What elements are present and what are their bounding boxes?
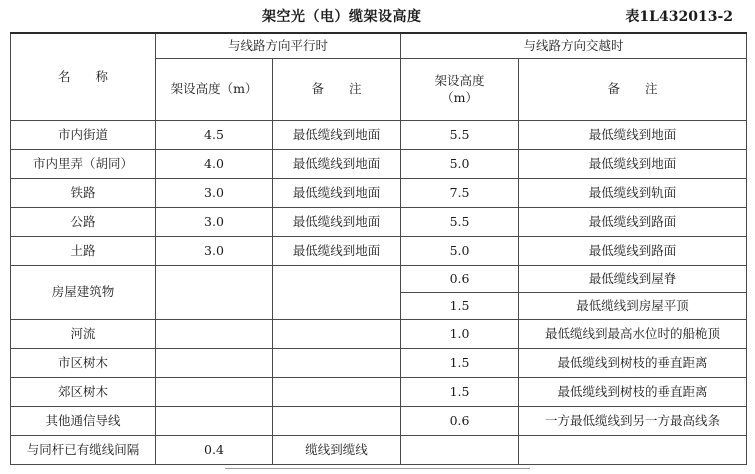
- parallel-height: [156, 349, 273, 378]
- parallel-height: 4.5: [156, 121, 273, 150]
- row-name: 市内街道: [11, 121, 156, 150]
- crossing-height: 1.0: [401, 320, 519, 349]
- table-row: [11, 378, 747, 407]
- crossing-remark: 最低缆线到屋脊: [519, 266, 747, 293]
- row-name: 河流: [11, 320, 156, 349]
- header-height-crossing: [401, 59, 519, 121]
- crossing-remark: [519, 436, 747, 465]
- parallel-remark: 最低缆线到地面: [273, 121, 401, 150]
- crossing-remark: 最低缆线到树枝的垂直距离: [519, 349, 747, 378]
- table-row: [11, 150, 747, 179]
- crossing-remark: 最低缆线到最高水位时的船桅顶: [519, 320, 747, 349]
- row-name-building: 房屋建筑物: [11, 266, 156, 320]
- table-title: 架空光（电）缆架设高度: [262, 9, 422, 25]
- table-caption: [0, 6, 755, 30]
- parallel-remark: [273, 378, 401, 407]
- parallel-remark: 最低缆线到地面: [273, 179, 401, 208]
- parallel-height: 4.0: [156, 150, 273, 179]
- crossing-remark: 最低缆线到地面: [519, 121, 747, 150]
- table-row: [11, 407, 747, 436]
- row-name: 市内里弄（胡同）: [11, 150, 156, 179]
- header-height-crossing-line1: 架设高度: [434, 72, 485, 88]
- table-row: [11, 436, 747, 465]
- header-height-parallel: 架设高度（m）: [156, 59, 273, 121]
- parallel-height: 0.4: [156, 436, 273, 465]
- crossing-remark: 最低缆线到路面: [519, 208, 747, 237]
- table-row: [11, 320, 747, 349]
- parallel-remark: 最低缆线到地面: [273, 150, 401, 179]
- parallel-remark: 最低缆线到地面: [273, 208, 401, 237]
- header-remark-parallel: 备 注: [273, 59, 401, 121]
- parallel-remark: 最低缆线到地面: [273, 237, 401, 266]
- row-name: 铁路: [11, 179, 156, 208]
- table-number: 表1L432013-2: [625, 9, 733, 25]
- crossing-height: [401, 436, 519, 465]
- crossing-remark: 一方最低缆线到另一方最高线条: [519, 407, 747, 436]
- header-row-groups: [11, 33, 747, 59]
- parallel-height: 3.0: [156, 208, 273, 237]
- crossing-remark: 最低缆线到路面: [519, 237, 747, 266]
- crossing-height: 1.5: [401, 349, 519, 378]
- crossing-remark: 最低缆线到地面: [519, 150, 747, 179]
- header-height-crossing-line2: （m）: [441, 89, 478, 105]
- crossing-remark: 最低缆线到轨面: [519, 179, 747, 208]
- crossing-height: 5.5: [401, 121, 519, 150]
- table-row: [11, 237, 747, 266]
- header-parallel-group: 与线路方向平行时: [156, 33, 401, 59]
- row-name: 与同杆已有缆线间隔: [11, 436, 156, 465]
- footer-divider: [225, 468, 530, 469]
- parallel-height: [156, 320, 273, 349]
- table-row: [11, 266, 747, 293]
- row-name: 郊区树木: [11, 378, 156, 407]
- crossing-height: 1.5: [401, 378, 519, 407]
- crossing-height: 1.5: [401, 293, 519, 320]
- parallel-height: [156, 407, 273, 436]
- crossing-height: 0.6: [401, 266, 519, 293]
- crossing-height: 0.6: [401, 407, 519, 436]
- header-name-label: 名 称: [57, 68, 108, 84]
- parallel-remark-empty: [273, 266, 401, 320]
- crossing-height: 5.0: [401, 150, 519, 179]
- parallel-remark: [273, 320, 401, 349]
- crossing-height: 5.5: [401, 208, 519, 237]
- crossing-remark: 最低缆线到树枝的垂直距离: [519, 378, 747, 407]
- row-name: 其他通信导线: [11, 407, 156, 436]
- header-remark-crossing: 备 注: [519, 59, 747, 121]
- crossing-remark: 最低缆线到房屋平顶: [519, 293, 747, 320]
- parallel-remark: [273, 407, 401, 436]
- parallel-height-empty: [156, 266, 273, 320]
- crossing-height: 7.5: [401, 179, 519, 208]
- cable-height-table: [10, 32, 747, 465]
- header-crossing-group: 与线路方向交越时: [401, 33, 747, 59]
- row-name: 土路: [11, 237, 156, 266]
- parallel-remark: [273, 349, 401, 378]
- row-name: 市区树木: [11, 349, 156, 378]
- header-name: [11, 33, 156, 121]
- parallel-height: 3.0: [156, 179, 273, 208]
- crossing-height: 5.0: [401, 237, 519, 266]
- table-row: [11, 121, 747, 150]
- table-row: [11, 208, 747, 237]
- parallel-height: 3.0: [156, 237, 273, 266]
- parallel-remark: 缆线到缆线: [273, 436, 401, 465]
- table-row: [11, 349, 747, 378]
- parallel-height: [156, 378, 273, 407]
- row-name: 公路: [11, 208, 156, 237]
- table-row: [11, 179, 747, 208]
